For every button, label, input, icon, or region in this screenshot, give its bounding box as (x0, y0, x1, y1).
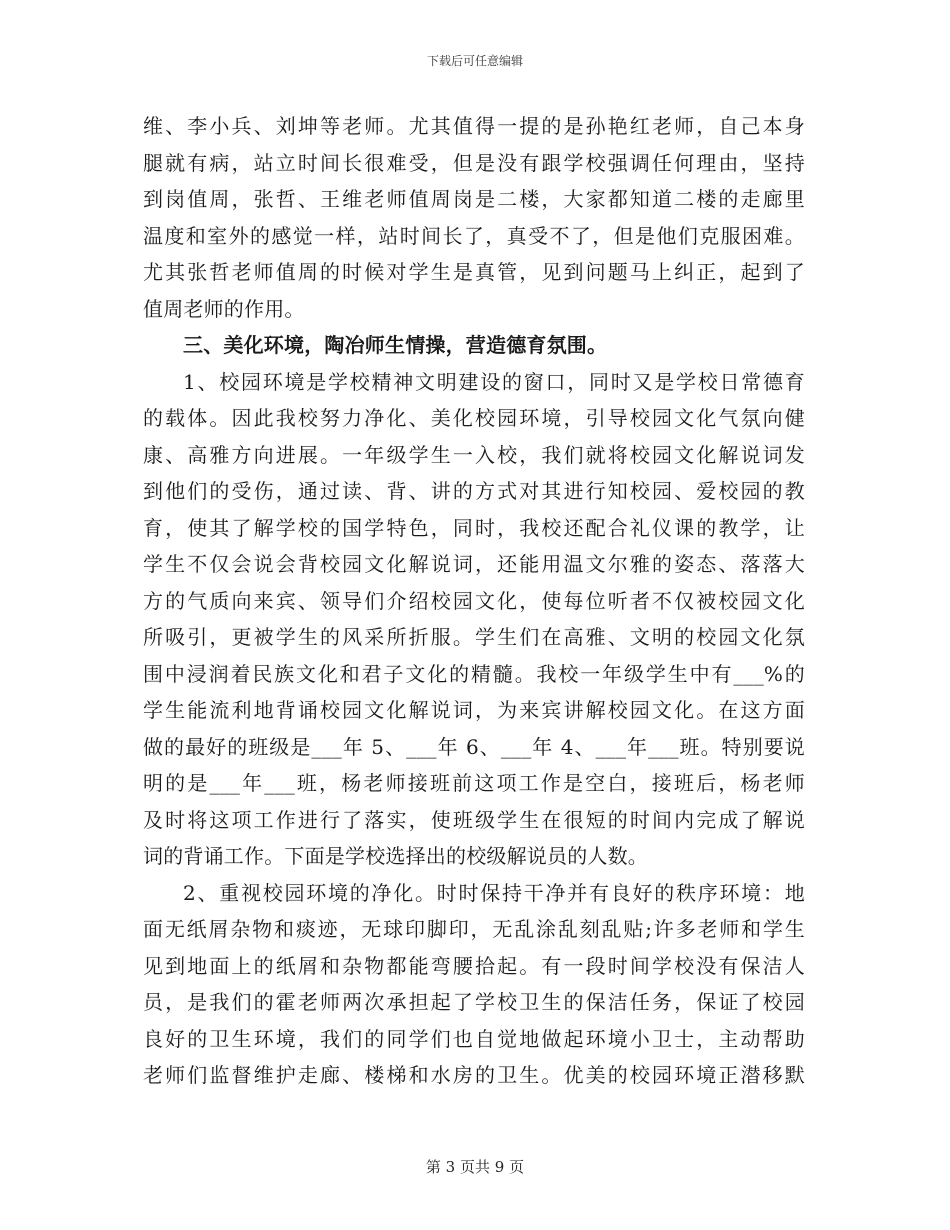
text-line: 词的背诵工作。下面是学校选择出的校级解说员的人数。 (143, 844, 648, 868)
page-number: 第 3 页共 9 页 (425, 1158, 525, 1176)
text-line: 温度和室外的感觉一样，站时间长了，真受不了，但是他们克服困难。 (143, 223, 805, 248)
text-line: 围中浸润着民族文化和君子文化的精髓。我校一年级学生中有___%的 (143, 661, 805, 686)
text-line: 到他们的受伤，通过读、背、讲的方式对其进行知校园、爱校园的教 (143, 479, 805, 503)
paragraph (143, 108, 805, 327)
text-line: 良好的卫生环境，我们的同学们也自觉地做起环境小卫士，主动帮助 (143, 1026, 805, 1051)
text-line: 的载体。因此我校努力净化、美化校园环境，引导校园文化气氛向健 (143, 406, 805, 430)
text-line: 明的是___年___班，杨老师接班前这项工作是空白，接班后，杨老师 (143, 771, 805, 795)
document-body (143, 108, 805, 1094)
text-line: 1、校园环境是学校精神文明建设的窗口，同时又是学校日常德育 (183, 369, 805, 394)
page-header: 下载后可任意编辑 (426, 54, 523, 68)
text-line: 方的气质向来宾、领导们介绍校园文化，使每位听者不仅被校园文化 (143, 588, 805, 613)
text-line: 学生不仅会说会背校园文化解说词，还能用温文尔雅的姿态、落落大 (143, 552, 805, 576)
text-line: 育，使其了解学校的国学特色，同时，我校还配合礼仪课的教学，让 (143, 515, 805, 540)
text-line: 腿就有病，站立时间长很难受，但是没有跟学校强调任何理由，坚持 (143, 150, 805, 175)
text-line: 老师们监督维护走廊、楼梯和水房的卫生。优美的校园环境正潜移默 (143, 1063, 805, 1087)
text-line: 维、李小兵、刘坤等老师。尤其值得一提的是孙艳红老师，自己本身 (143, 114, 805, 138)
text-line: 到岗值周，张哲、王维老师值周岗是二楼，大家都知道二楼的走廊里 (143, 187, 805, 211)
text-line: 员，是我们的霍老师两次承担起了学校卫生的保洁任务，保证了校园 (143, 990, 805, 1014)
text-line: 面无纸屑杂物和痰迹，无球印脚印，无乱涂乱刻乱贴;许多老师和学生 (143, 917, 805, 941)
text-line: 及时将这项工作进行了落实，使班级学生在很短的时间内完成了解说 (143, 807, 805, 832)
section-heading: 三、美化环境，陶冶师生情操，营造德育氛围。 (183, 333, 608, 357)
text-line: 值周老师的作用。 (143, 296, 305, 321)
text-line: 所吸引，更被学生的风采所折服。学生们在高雅、文明的校园文化氛 (143, 625, 805, 649)
text-line: 做的最好的班级是___年 5、___年 6、___年 4、___年___班。特别要说 (143, 734, 805, 759)
paragraph (143, 364, 805, 875)
text-line: 2、重视校园环境的净化。时时保持干净并有良好的秩序环境：地 (183, 880, 805, 905)
text-line: 康、高雅方向进展。一年级学生一入校，我们就将校园文化解说词发 (143, 442, 805, 467)
text-line: 尤其张哲老师值周的时候对学生是真管，见到问题马上纠正，起到了 (143, 260, 805, 284)
paragraph (143, 875, 805, 1094)
text-line: 学生能流利地背诵校园文化解说词，为来宾讲解校园文化。在这方面 (143, 698, 805, 722)
text-line: 见到地面上的纸屑和杂物都能弯腰拾起。有一段时间学校没有保洁人 (143, 953, 805, 978)
